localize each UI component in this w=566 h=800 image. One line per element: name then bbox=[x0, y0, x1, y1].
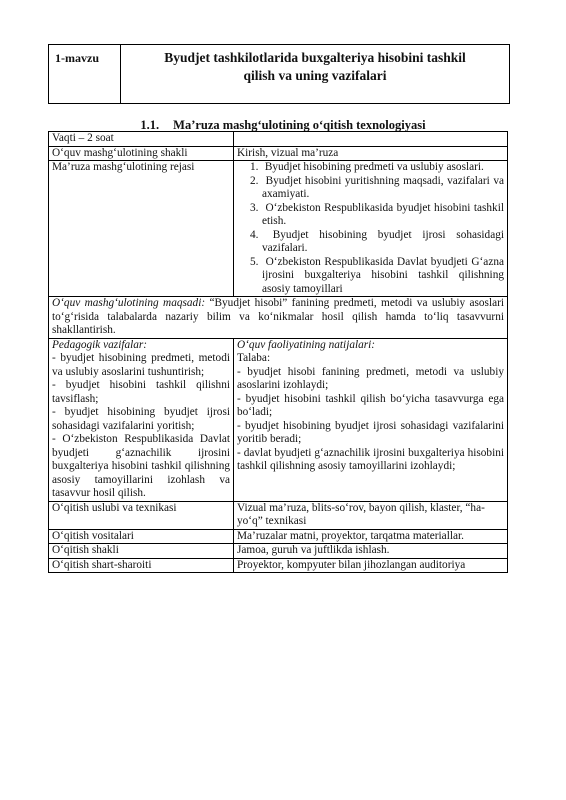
table-row bbox=[49, 297, 508, 339]
ped-title: Pedagogik vazifalar: bbox=[52, 338, 148, 351]
form-value: Kirish, vizual ma’ruza bbox=[234, 146, 508, 161]
plan-item: 2. Byudjet hisobini yuritishning maqsadi, vazifalari va axamiyati. bbox=[250, 174, 504, 200]
plan-item: 3. O‘zbekiston Respublikasida byudjet hisobini tashkil etish. bbox=[250, 201, 504, 227]
table-row bbox=[49, 132, 508, 147]
pedagogical-tasks-cell bbox=[49, 338, 234, 501]
res-subject: Talaba: bbox=[237, 352, 271, 364]
table-row bbox=[49, 501, 508, 529]
time-cell: Vaqti – 2 soat bbox=[49, 132, 234, 147]
list-item: - byudjet hisobi fanining predmeti, metodi va uslubiy asoslarini izohlaydi; bbox=[237, 365, 504, 391]
list-item: - byudjet hisobini tashkil qilish bo‘yicha tasavvurga ega bo‘ladi; bbox=[237, 392, 504, 418]
plan-label: Ma’ruza mashg‘ulotining rejasi bbox=[49, 161, 234, 297]
list-item: - davlat byudjeti g‘aznachilik ijrosini buxgalteriya hisobini tashkil qilishning asosiy tamoyillarini izohlaydi; bbox=[237, 446, 504, 472]
row-label: O‘qitish vositalari bbox=[49, 529, 234, 544]
topic-title-line2: qilish va uning vazifalari bbox=[243, 68, 387, 83]
learning-outcomes-cell bbox=[234, 338, 508, 501]
topic-title bbox=[121, 45, 509, 103]
goal-cell bbox=[49, 297, 508, 339]
row-value: Jamoa, guruh va juftlikda ishlash. bbox=[234, 544, 508, 559]
table-row bbox=[49, 161, 508, 297]
table-row bbox=[49, 558, 508, 573]
row-label: O‘qitish shart-sharoiti bbox=[49, 558, 234, 573]
topic-title-line1: Byudjet tashkilotlarida buxgalteriya hisobini tashkil bbox=[164, 50, 466, 65]
list-item: - byudjet hisobining byudjet ijrosi sohasidagi vazifalarini yoritib beradi; bbox=[237, 419, 504, 445]
plan-item: 4. Byudjet hisobining byudjet ijrosi sohasidagi vazifalari. bbox=[250, 228, 504, 254]
list-item: - byudjet hisobining byudjet ijrosi sohasidagi vazifalarini yoritish; bbox=[52, 406, 230, 432]
row-value: Vizual ma’ruza, blits-so‘rov, bayon qilish, klaster, “ha-yo‘q” texnikasi bbox=[234, 501, 508, 529]
plan-item: 5. O‘zbekiston Respublikasida Davlat byudjeti G‘azna ijrosini buxgalteriya hisobini tashkil qilishning asosiy tamoyillari bbox=[250, 255, 504, 295]
lecture-technology-table bbox=[48, 131, 508, 573]
empty-cell bbox=[234, 132, 508, 147]
table-row bbox=[49, 544, 508, 559]
table-row bbox=[49, 338, 508, 501]
form-label: O‘quv mashg‘ulotining shakli bbox=[49, 146, 234, 161]
row-value: Ma’ruzalar matni, proyektor, tarqatma materiallar. bbox=[234, 529, 508, 544]
plan-list bbox=[234, 161, 508, 297]
table-row bbox=[49, 529, 508, 544]
section-number: 1.1. bbox=[140, 118, 160, 132]
topic-number: 1-mavzu bbox=[49, 45, 121, 103]
section-title: Ma’ruza mashg‘ulotining o‘qitish texnologiyasi bbox=[173, 118, 426, 132]
list-item: - byudjet hisobining predmeti, metodi va uslubiy asoslarini tushuntirish; bbox=[52, 352, 230, 378]
plan-item: 1. Byudjet hisobining predmeti va uslubiy asoslari. bbox=[250, 161, 484, 173]
table-row bbox=[49, 146, 508, 161]
goal-label: O‘quv mashg‘ulotining maqsadi: bbox=[52, 297, 206, 309]
row-label: O‘qitish uslubi va texnikasi bbox=[49, 501, 234, 529]
res-title: O‘quv faoliyatining natijalari: bbox=[237, 338, 376, 351]
row-value: Proyektor, kompyuter bilan jihozlangan auditoriya bbox=[234, 558, 508, 573]
list-item: - O‘zbekiston Respublikasida Davlat byudjeti g‘aznachilik ijrosini buxgalteriya hisobini tashkil qilishning asosiy tamoyillarini izohlash va tasavvur hosil qilish. bbox=[52, 433, 230, 499]
row-label: O‘qitish shakli bbox=[49, 544, 234, 559]
goal-text: “Byudjet hisobi” fanining predmeti, metodi va uslubiy asoslari to‘g‘risida talabalarda nazariy bilim va ko‘nikmalar hosil qilish hamda to‘liq tasavvurni shakllantirish. bbox=[52, 297, 504, 336]
topic-header-box bbox=[48, 44, 510, 104]
list-item: - byudjet hisobini tashkil qilishni tavsiflash; bbox=[52, 379, 230, 405]
